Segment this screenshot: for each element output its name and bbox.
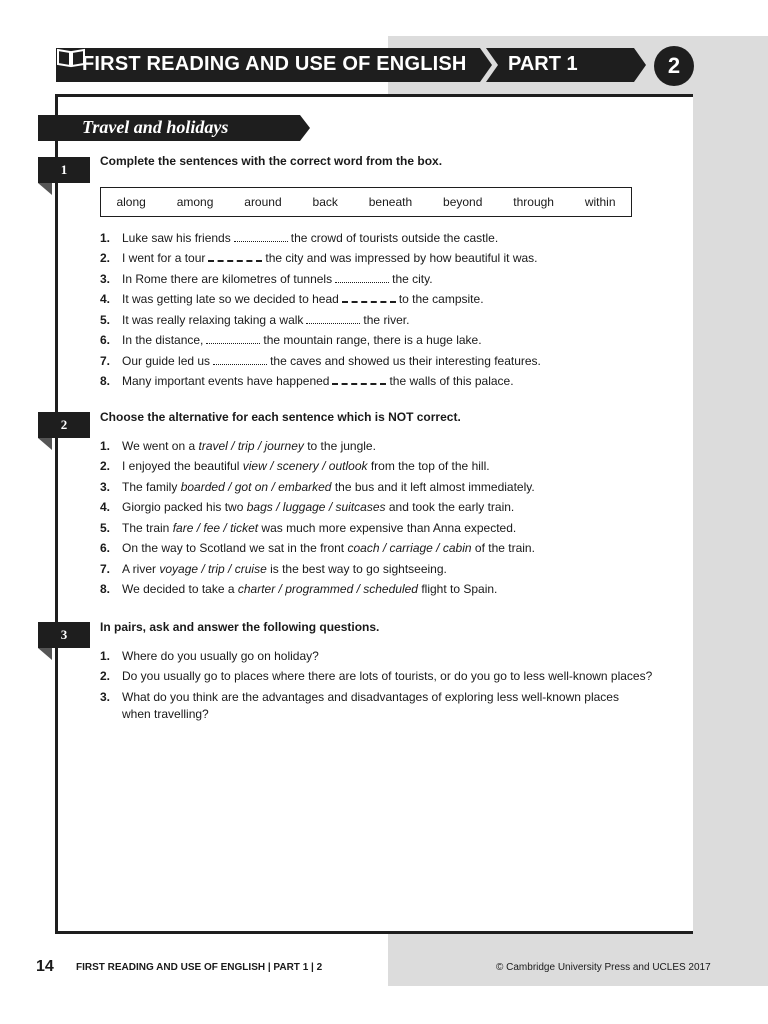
item-number: 4. — [100, 292, 111, 306]
header-part: PART 1 — [508, 53, 578, 75]
item-text: of the train. — [474, 541, 535, 555]
item-text: The family — [122, 480, 178, 494]
answer-gap[interactable] — [306, 313, 360, 324]
item-number: 5. — [100, 313, 111, 327]
item-number: 3. — [100, 272, 111, 286]
item-text: It was getting late so we decided to head — [122, 292, 339, 306]
word-box-item: beneath — [368, 195, 413, 209]
word-box-item: among — [176, 195, 214, 209]
exercise-instruction: Choose the alternative for each sentence which is NOT correct. — [100, 410, 461, 424]
item-number: 3. — [100, 480, 111, 494]
item-number: 6. — [100, 333, 111, 347]
exercise-number-tab — [38, 157, 90, 195]
item-text: to the campsite. — [398, 292, 484, 306]
item-text: to the jungle. — [307, 439, 376, 453]
item-text: the city and was impressed by how beautiful it was. — [265, 251, 538, 265]
word-box — [100, 187, 632, 217]
item-number: 8. — [100, 374, 111, 388]
item-text: the river. — [363, 313, 410, 327]
unit-number-badge: 2 — [654, 46, 694, 86]
exercise-instruction: In pairs, ask and answer the following questions. — [100, 620, 380, 634]
item-number: 2. — [100, 459, 111, 473]
item-text: I went for a tour — [122, 251, 206, 265]
item-text: the bus and it left almost immediately. — [334, 480, 535, 494]
section-title: Travel and holidays — [82, 117, 229, 137]
word-box-item: back — [312, 195, 338, 209]
answer-gap[interactable] — [332, 373, 386, 385]
item-options[interactable]: coach / carriage / cabin — [347, 541, 472, 555]
page-number: 14 — [36, 958, 54, 975]
item-text: What do you think are the advantages and disadvantages of exploring less well-known places when travelling? — [122, 690, 619, 721]
answer-gap[interactable] — [234, 231, 288, 242]
item-text: Luke saw his friends — [122, 231, 231, 245]
exercise-number: 1 — [60, 162, 68, 177]
item-text: flight to Spain. — [421, 582, 498, 596]
item-options[interactable]: boarded / got on / embarked — [180, 480, 332, 494]
item-text: In the distance, — [122, 333, 204, 347]
book-icon — [56, 48, 86, 68]
item-text: It was really relaxing taking a walk — [122, 313, 304, 327]
item-text: We decided to take a — [122, 582, 235, 596]
item-number: 2. — [100, 669, 111, 683]
item-text: the caves and showed us their interesting features. — [270, 354, 541, 368]
word-box-item: through — [513, 195, 554, 209]
item-text: In Rome there are kilometres of tunnels — [122, 272, 333, 286]
word-box-item: along — [116, 195, 146, 209]
item-text: Do you usually go to places where there are lots of tourists, or do you go to less well-known places? — [122, 669, 653, 683]
item-number: 1. — [100, 231, 111, 245]
item-text: On the way to Scotland we sat in the front — [122, 541, 345, 555]
item-text: The train — [122, 521, 170, 535]
header-title: FIRST READING AND USE OF ENGLISH — [82, 53, 467, 75]
copyright-notice: © Cambridge University Press and UCLES 2017 — [496, 962, 711, 973]
item-number: 4. — [100, 500, 111, 514]
item-number: 6. — [100, 541, 111, 555]
item-text: Our guide led us — [122, 354, 211, 368]
item-options[interactable]: fare / fee / ticket — [172, 521, 259, 535]
item-number: 1. — [100, 649, 111, 663]
word-box-item: around — [244, 195, 282, 209]
item-text: from the top of the hill. — [370, 459, 490, 473]
item-number: 7. — [100, 354, 111, 368]
item-text: Giorgio packed his two — [122, 500, 244, 514]
item-options[interactable]: view / scenery / outlook — [242, 459, 368, 473]
answer-gap[interactable] — [342, 291, 396, 303]
word-box-item: within — [584, 195, 616, 209]
item-text: We went on a — [122, 439, 196, 453]
item-text: Where do you usually go on holiday? — [122, 649, 319, 663]
item-text: and took the early train. — [388, 500, 515, 514]
item-number: 5. — [100, 521, 111, 535]
word-box-item: beyond — [443, 195, 483, 209]
item-text: A river — [122, 562, 157, 576]
exercise-number-tab — [38, 412, 90, 450]
exercise-number: 3 — [60, 627, 68, 642]
item-number: 1. — [100, 439, 111, 453]
item-text: is the best way to go sightseeing. — [270, 562, 447, 576]
item-options[interactable]: bags / luggage / suitcases — [246, 500, 386, 514]
item-text: was much more expensive than Anna expected. — [261, 521, 517, 535]
item-text: Many important events have happened — [122, 374, 330, 388]
running-title: FIRST READING AND USE OF ENGLISH | PART 1 | 2 — [76, 962, 323, 973]
header-bar — [56, 48, 646, 82]
item-text: the crowd of tourists outside the castle. — [290, 231, 499, 245]
item-number: 2. — [100, 251, 111, 265]
exercise-number-tab — [38, 622, 90, 660]
item-text: I enjoyed the beautiful — [122, 459, 240, 473]
exercise-instruction: Complete the sentences with the correct word from the box. — [100, 154, 443, 168]
item-number: 7. — [100, 562, 111, 576]
answer-gap[interactable] — [335, 272, 389, 283]
item-text: the walls of this palace. — [389, 374, 514, 388]
item-options[interactable]: travel / trip / journey — [198, 439, 304, 453]
item-text: the city. — [392, 272, 433, 286]
item-text: the mountain range, there is a huge lake. — [263, 333, 482, 347]
exercise-number: 2 — [60, 417, 68, 432]
item-number: 8. — [100, 582, 111, 596]
answer-gap[interactable] — [208, 250, 262, 262]
item-number: 3. — [100, 690, 111, 704]
item-options[interactable]: charter / programmed / scheduled — [237, 582, 418, 596]
answer-gap[interactable] — [213, 354, 267, 365]
item-options[interactable]: voyage / trip / cruise — [159, 562, 267, 576]
answer-gap[interactable] — [206, 333, 260, 344]
